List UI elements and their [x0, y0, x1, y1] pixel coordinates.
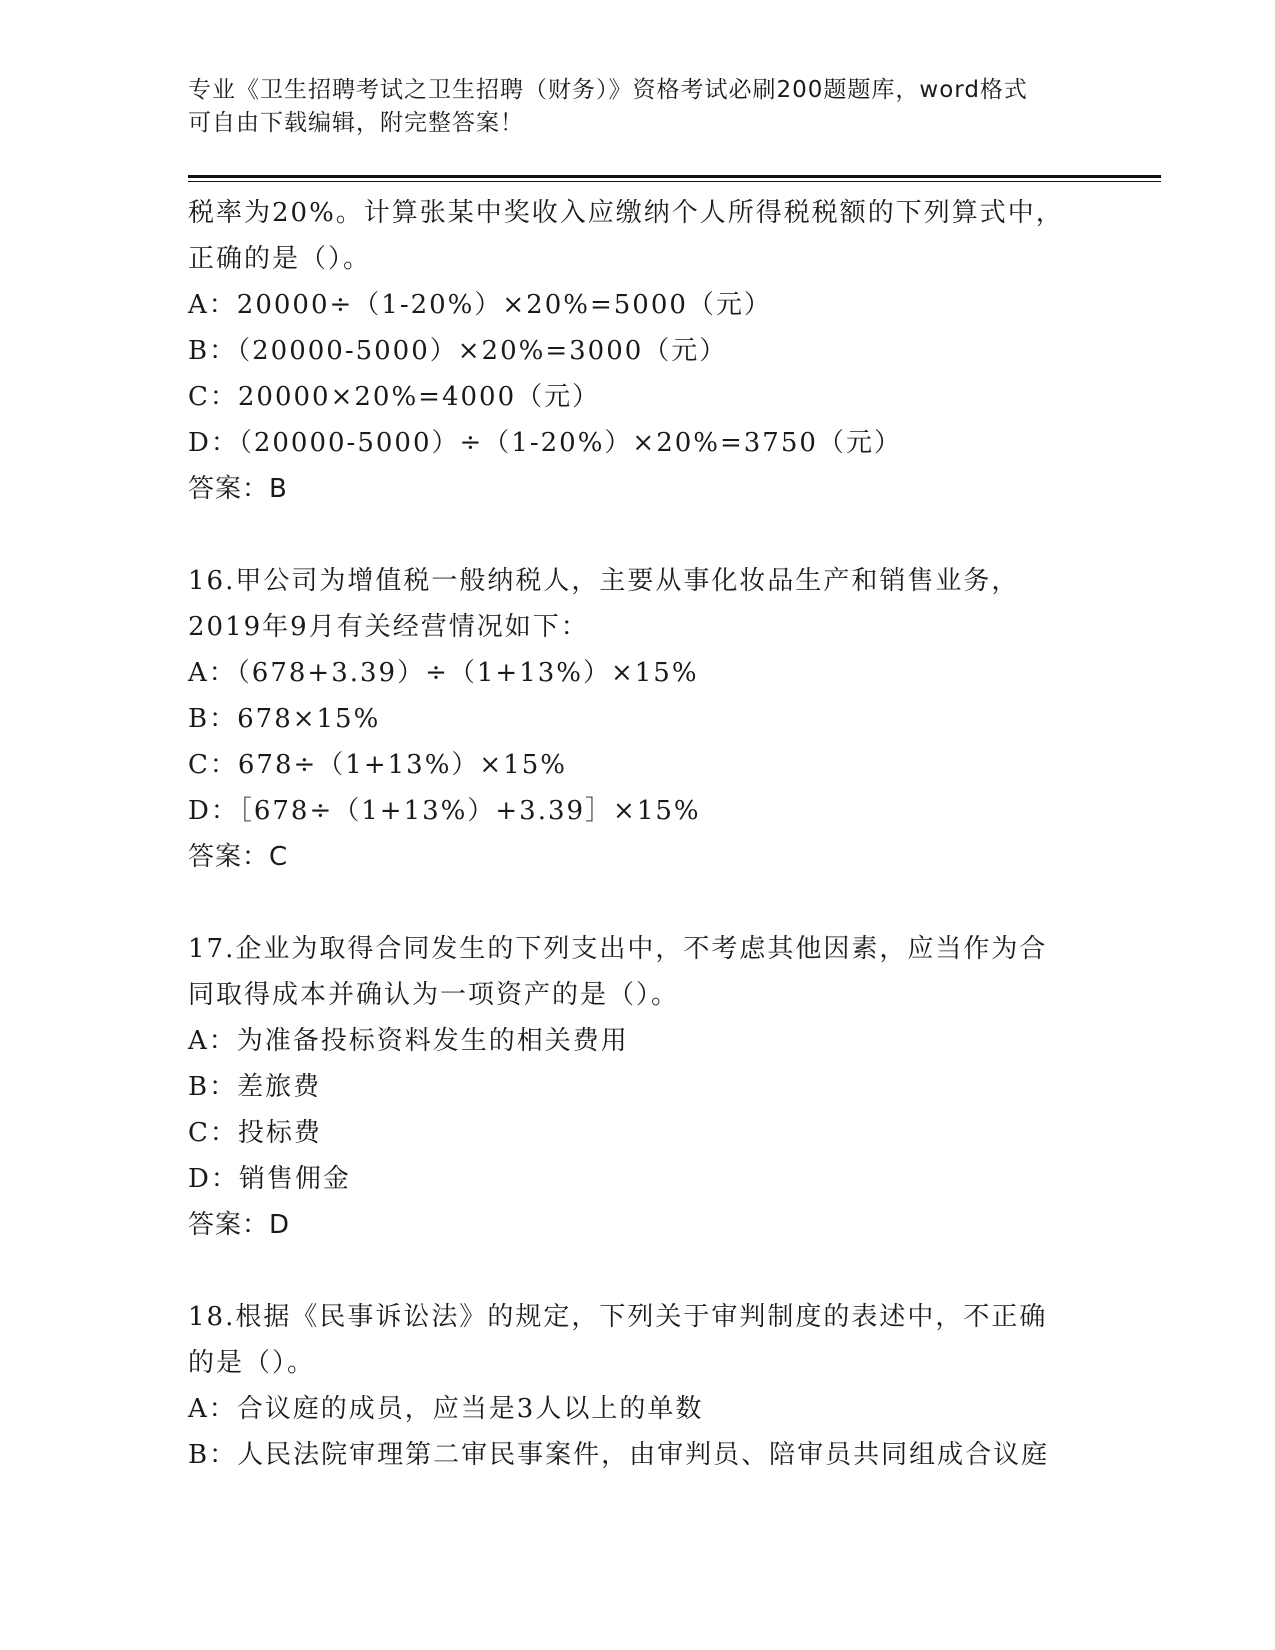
- header-divider-thick: [188, 175, 1161, 178]
- question-stem: 同取得成本并确认为一项资产的是（）。: [188, 980, 680, 1010]
- question-stem: 的是（）。: [188, 1348, 316, 1378]
- option-b: B：人民法院审理第二审民事案件，由审判员、陪审员共同组成合议庭: [188, 1440, 1050, 1470]
- option-a: A：（678+3.39）÷（1+13%）×15%: [188, 658, 699, 688]
- question-stem: 正确的是（）。: [188, 244, 372, 274]
- option-b: B：差旅费: [188, 1072, 322, 1102]
- header-divider-thin: [188, 181, 1161, 182]
- question-block: [188, 558, 1108, 880]
- question-stem: 2019年9月有关经营情况如下：: [188, 612, 589, 642]
- option-a: A：合议庭的成员，应当是3人以上的单数: [188, 1394, 704, 1424]
- option-b: B：（20000-5000）×20%=3000（元）: [188, 336, 728, 366]
- question-list: [188, 190, 1108, 1478]
- option-d: D：销售佣金: [188, 1164, 351, 1194]
- question-block: [188, 190, 1108, 512]
- option-d: D：［678÷（1+13%）+3.39］×15%: [188, 796, 701, 826]
- option-a: A：为准备投标资料发生的相关费用: [188, 1026, 629, 1056]
- question-stem: 18.根据《民事诉讼法》的规定，下列关于审判制度的表述中，不正确: [188, 1302, 1048, 1332]
- question-block: [188, 1294, 1108, 1478]
- option-b: B：678×15%: [188, 704, 381, 734]
- question-stem: 税率为20%。计算张某中奖收入应缴纳个人所得税税额的下列算式中，: [188, 198, 1064, 228]
- question-stem: 16.甲公司为增值税一般纳税人，主要从事化妆品生产和销售业务，: [188, 566, 1020, 596]
- option-c: C：678÷（1+13%）×15%: [188, 750, 567, 780]
- answer-label: 答案：D: [188, 1210, 291, 1240]
- question-stem: 17.企业为取得合同发生的下列支出中，不考虑其他因素，应当作为合: [188, 934, 1048, 964]
- option-d: D：（20000-5000）÷（1-20%）×20%=3750（元）: [188, 428, 902, 458]
- answer-label: 答案：B: [188, 474, 288, 504]
- header-title-line-2: 可自由下载编辑，附完整答案！: [188, 110, 524, 136]
- document-header: [188, 74, 1088, 140]
- option-c: C：20000×20%=4000（元）: [188, 382, 601, 412]
- option-a: A：20000÷（1-20%）×20%=5000（元）: [188, 290, 772, 320]
- option-c: C：投标费: [188, 1118, 322, 1148]
- answer-label: 答案：C: [188, 842, 289, 872]
- question-block: [188, 926, 1108, 1248]
- header-title-line-1: 专业《卫生招聘考试之卫生招聘（财务）》资格考试必刷200题题库，word格式: [188, 77, 1028, 103]
